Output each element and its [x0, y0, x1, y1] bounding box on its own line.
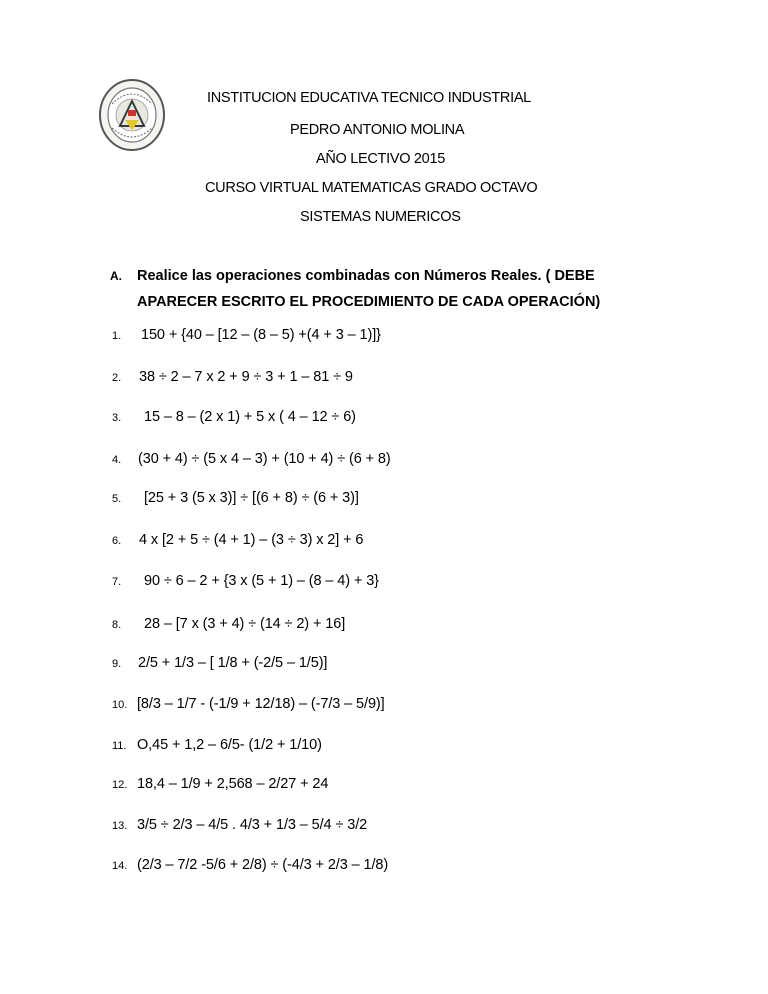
problem-number: 2.: [112, 372, 122, 384]
school-year: AÑO LECTIVO 2015: [316, 151, 445, 167]
institution-subtitle: PEDRO ANTONIO MOLINA: [290, 122, 465, 138]
problem-number: 7.: [112, 576, 122, 588]
topic-title: SISTEMAS NUMERICOS: [300, 209, 461, 225]
problem-expression: 4 x [2 + 5 ÷ (4 + 1) – (3 ÷ 3) x 2] + 6: [139, 532, 364, 548]
problem-number: 14.: [112, 860, 128, 872]
problem-number: 13.: [112, 820, 128, 832]
problem-expression: O,45 + 1,2 – 6/5- (1/2 + 1/10): [137, 737, 322, 753]
problem-expression: (30 + 4) ÷ (5 x 4 – 3) + (10 + 4) ÷ (6 + 8): [138, 451, 391, 467]
problem-number: 5.: [112, 493, 122, 505]
problem-number: 9.: [112, 658, 122, 670]
section-instruction-text: Realice las operaciones combinadas con Números Reales. ( DEBE APARECER ESCRITO EL PROCEDIMIENTO DE CADA OPERACIÓN): [137, 268, 601, 310]
problem-expression: 38 ÷ 2 – 7 x 2 + 9 ÷ 3 + 1 – 81 ÷ 9: [139, 369, 353, 385]
problem-expression: 18,4 – 1/9 + 2,568 – 2/27 + 24: [137, 776, 329, 792]
course-title: CURSO VIRTUAL MATEMATICAS GRADO OCTAVO: [205, 180, 538, 196]
problem-expression: [25 + 3 (5 x 3)] ÷ [(6 + 8) ÷ (6 + 3)]: [144, 490, 359, 506]
institution-seal-logo: [98, 78, 166, 152]
problem-number: 12.: [112, 779, 128, 791]
problem-number: 4.: [112, 454, 122, 466]
problem-number: 11.: [112, 740, 127, 752]
problem-expression: 15 – 8 – (2 x 1) + 5 x ( 4 – 12 ÷ 6): [144, 409, 356, 425]
problem-expression: [8/3 – 1/7 - (-1/9 + 12/18) – (-7/3 – 5/9)]: [137, 696, 385, 712]
problem-expression: 90 ÷ 6 – 2 + {3 x (5 + 1) – (8 – 4) + 3}: [144, 573, 379, 589]
section-marker: A.: [110, 269, 122, 283]
problem-number: 10.: [112, 699, 128, 711]
problem-number: 8.: [112, 619, 122, 631]
problem-number: 6.: [112, 535, 122, 547]
problem-expression: 150 + {40 – [12 – (8 – 5) +(4 + 3 – 1)]}: [141, 327, 381, 343]
problem-expression: 28 – [7 x (3 + 4) ÷ (14 ÷ 2) + 16]: [144, 616, 346, 632]
problem-expression: 2/5 + 1/3 – [ 1/8 + (-2/5 – 1/5)]: [138, 655, 328, 671]
problem-expression: (2/3 – 7/2 -5/6 + 2/8) ÷ (-4/3 + 2/3 – 1/8): [137, 857, 389, 873]
problem-number: 1.: [112, 330, 122, 342]
institution-name: INSTITUCION EDUCATIVA TECNICO INDUSTRIAL: [207, 90, 531, 106]
problem-expression: 3/5 ÷ 2/3 – 4/5 . 4/3 + 1/3 – 5/4 ÷ 3/2: [137, 817, 368, 833]
problem-number: 3.: [112, 412, 122, 424]
